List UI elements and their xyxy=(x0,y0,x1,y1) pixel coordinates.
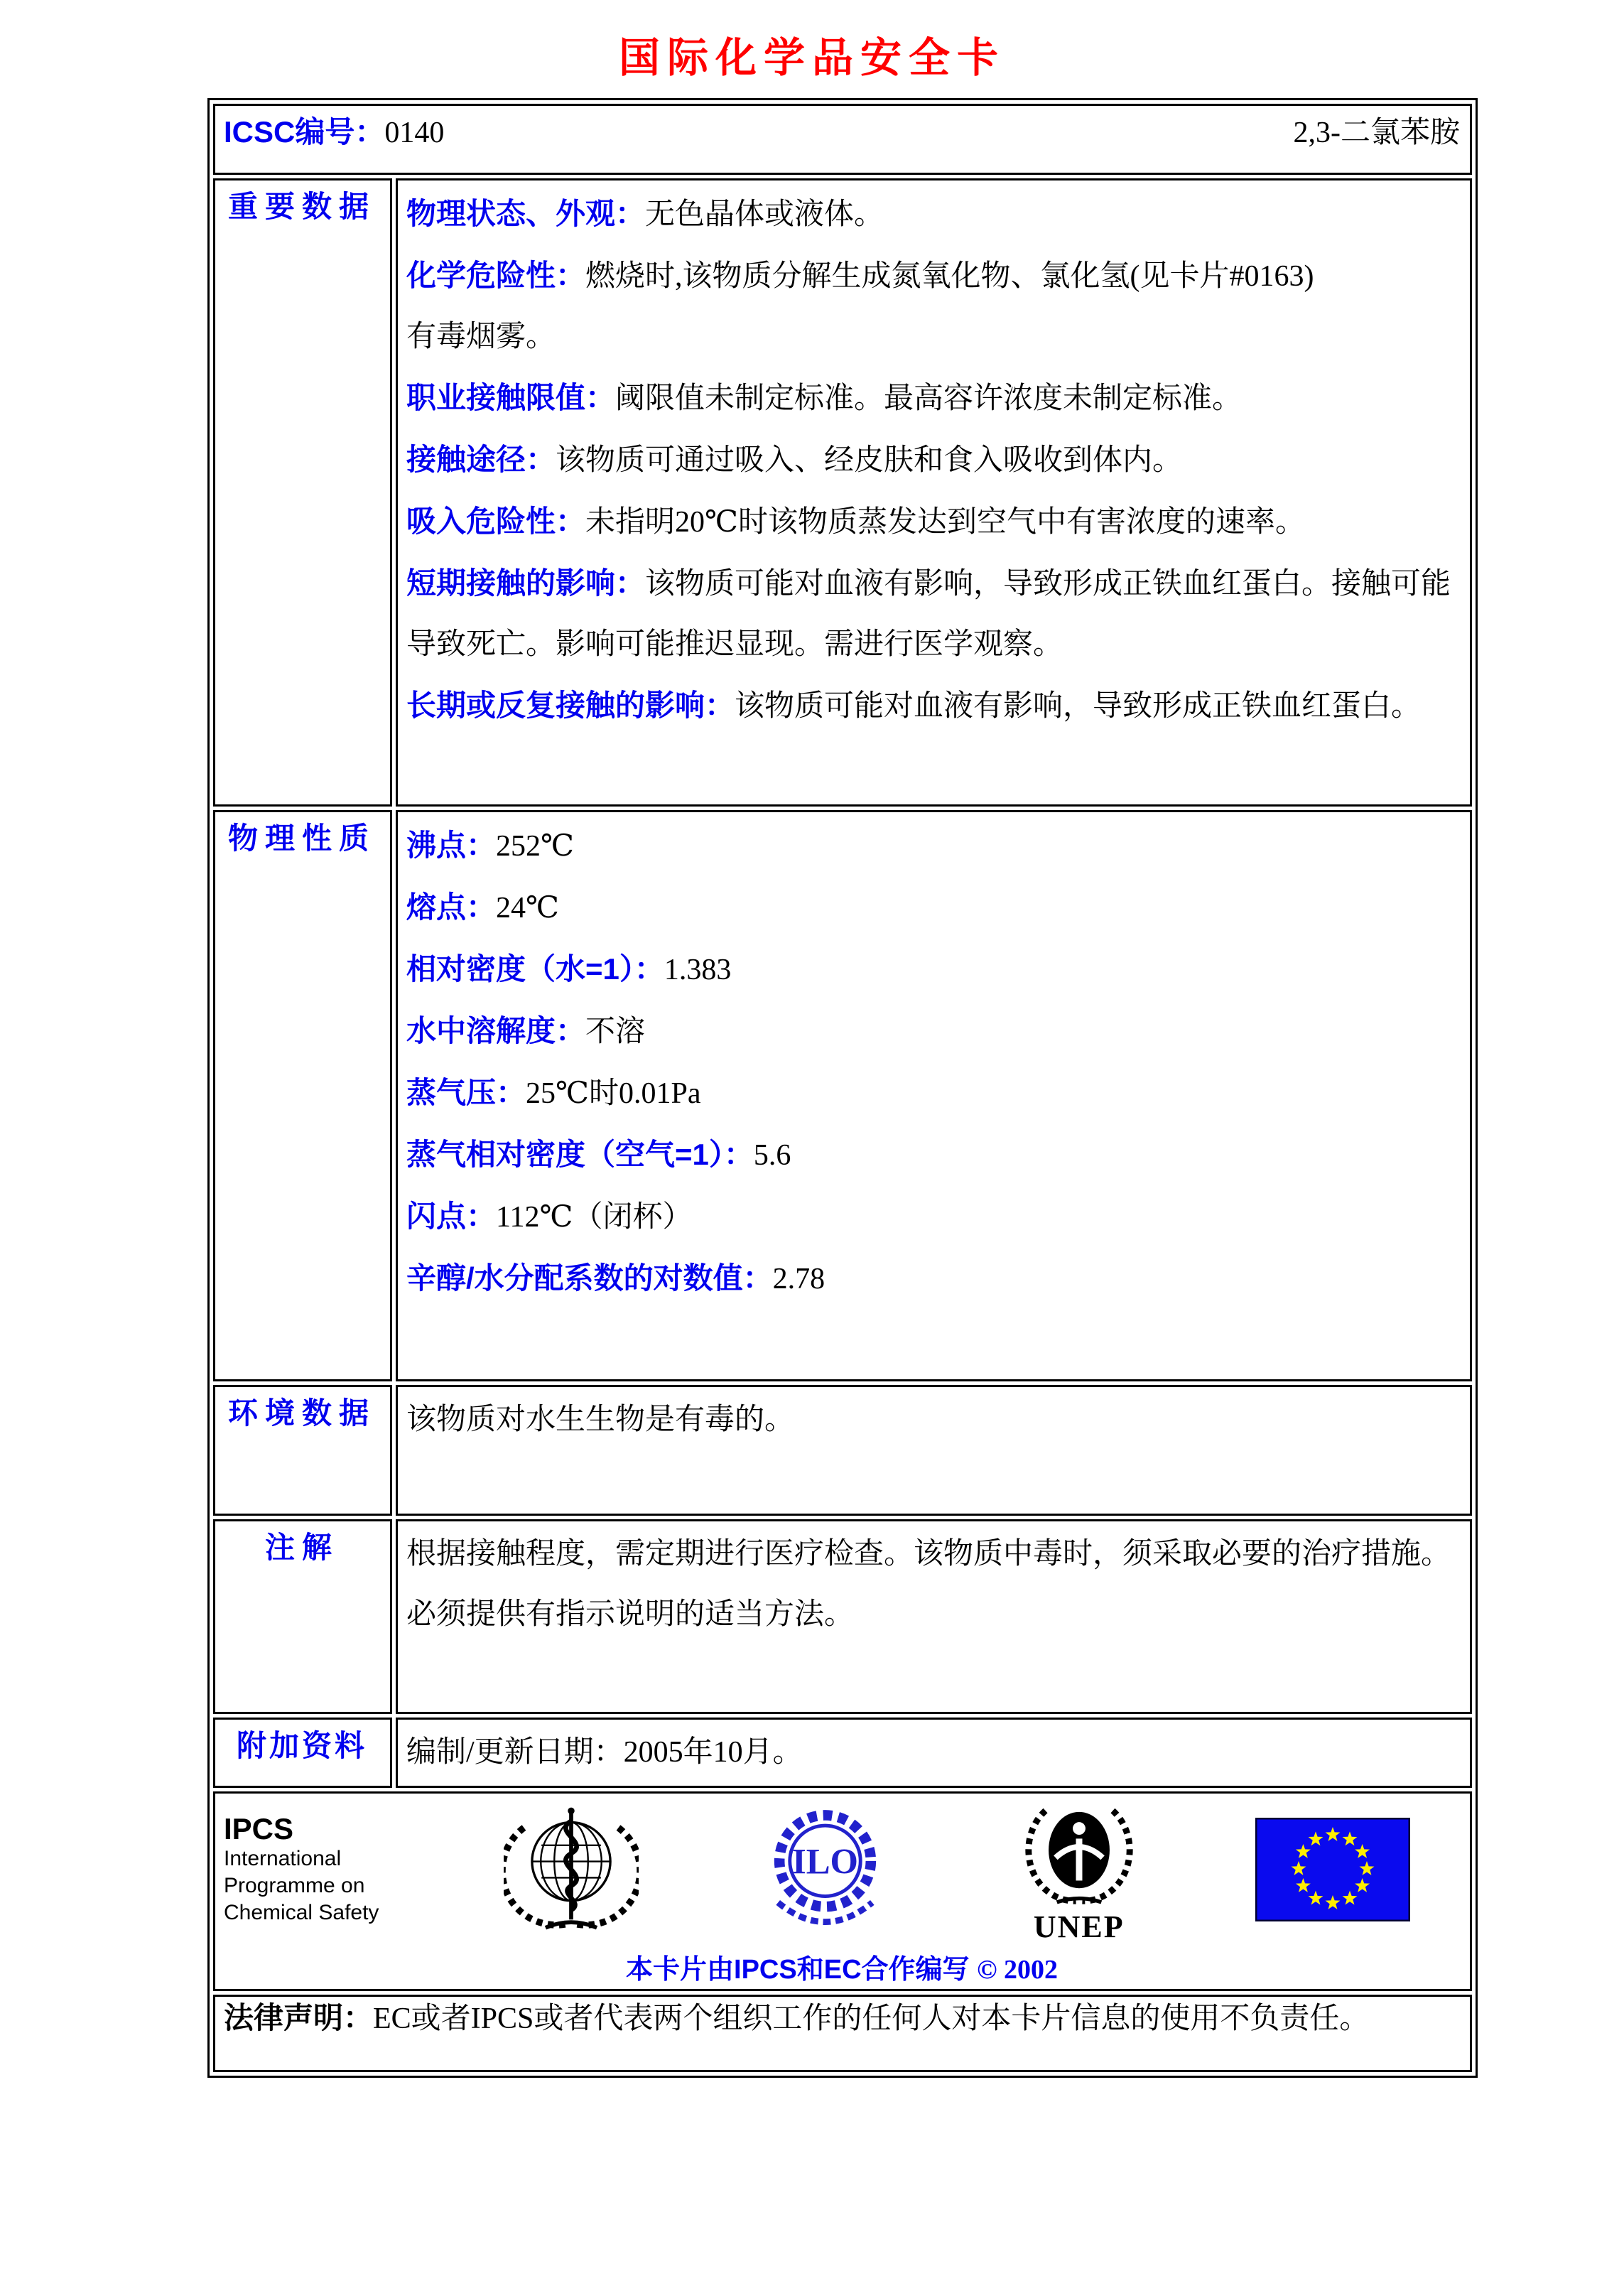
section-label-additional-info: 附加资料 xyxy=(213,1718,392,1788)
flash-point-line: 闪点：112℃（闭杯） xyxy=(406,1199,693,1234)
environmental-data-row xyxy=(213,1385,1472,1516)
important-data-row xyxy=(213,178,1472,807)
ipcs-acronym: IPCS xyxy=(224,1811,294,1845)
section-label-environmental-data: 环境数据 xyxy=(213,1385,392,1516)
physical-properties-content xyxy=(396,810,1472,1381)
page-title: 国际化学品安全卡 xyxy=(618,33,1005,82)
unep-label: UNEP xyxy=(1033,1909,1125,1944)
update-date-text: 编制/更新日期：2005年10月。 xyxy=(406,1736,803,1769)
notes-content xyxy=(396,1519,1472,1714)
vapor-density-line: 蒸气相对密度（空气=1）：5.6 xyxy=(406,1138,791,1172)
vapor-pressure-line: 蒸气压：25℃时0.01Pa xyxy=(406,1076,701,1110)
environmental-data-text: 该物质对水生生物是有毒的。 xyxy=(406,1403,795,1436)
legal-row xyxy=(213,1995,1472,2072)
inhalation-risk-line: 吸入危险性：未指明20℃时该物质蒸发达到空气中有害浓度的速率。 xyxy=(406,505,1306,539)
icsc-number xyxy=(224,109,444,151)
environmental-data-content xyxy=(396,1385,1472,1516)
chemical-name: 2,3-二氯苯胺 xyxy=(1293,117,1460,149)
copyright: © 2002 xyxy=(977,1955,1058,1985)
icsc-number-label: ICSC编号： xyxy=(224,115,385,149)
header-cell xyxy=(213,104,1472,175)
water-solubility-line: 水中溶解度：不溶 xyxy=(406,1014,646,1048)
boiling-point-line: 沸点：252℃ xyxy=(406,829,574,863)
occupational-limit-line: 职业接触限值：阈限值未制定标准。最高容许浓度未制定标准。 xyxy=(406,381,1243,415)
footer-caption: 本卡片由IPCS和EC合作编写 © 2002 xyxy=(626,1955,1058,1985)
legal-text: EC或者IPCS或者代表两个组织工作的任何人对本卡片信息的使用不负责任。 xyxy=(373,2002,1370,2035)
eu-flag-icon xyxy=(1206,1818,1461,1921)
legal-cell xyxy=(213,1995,1472,2072)
section-label-physical-properties: 物理性质 xyxy=(213,810,392,1381)
logos-cell xyxy=(213,1791,1472,1991)
physical-properties-row xyxy=(213,810,1472,1381)
additional-info-row xyxy=(213,1718,1472,1788)
icsc-card-table xyxy=(207,98,1478,2078)
chemical-danger-line: 化学危险性：燃烧时,该物质分解生成氮氧化物、氯化氢(见卡片#0163) 有毒烟雾。 xyxy=(406,259,1314,353)
ipcs-text-block: IPCS International Programme on Chemical Safety xyxy=(224,1813,444,1926)
unep-logo-icon xyxy=(952,1796,1206,1943)
logos-row xyxy=(213,1791,1472,1991)
exposure-route-line: 接触途径：该物质可通过吸入、经皮肤和食入吸收到体内。 xyxy=(406,443,1183,477)
additional-info-content xyxy=(396,1718,1472,1788)
long-term-effect-line: 长期或反复接触的影响：该物质可能对血液有影响，导致形成正铁血红蛋白。 xyxy=(406,689,1422,723)
section-label-important-data: 重要数据 xyxy=(213,178,392,807)
svg-text:ILO: ILO xyxy=(791,1840,858,1881)
short-term-effect-line: 短期接触的影响：该物质可能对血液有影响，导致形成正铁血红蛋白。接触可能导致死亡。影响可能推迟显现。需进行医学观察。 xyxy=(406,566,1451,661)
physical-state-line: 物理状态、外观：无色晶体或液体。 xyxy=(406,197,884,231)
icsc-number-value: 0140 xyxy=(384,117,445,149)
relative-density-line: 相对密度（水=1）：1.383 xyxy=(406,952,732,986)
partition-coefficient-line: 辛醇/水分配系数的对数值：2.78 xyxy=(406,1261,825,1295)
important-data-content xyxy=(396,178,1472,807)
header-row xyxy=(213,104,1472,175)
section-label-notes: 注解 xyxy=(213,1519,392,1714)
notes-text: 根据接触程度，需定期进行医疗检查。该物质中毒时，须采取必要的治疗措施。必须提供有指示说明的适当方法。 xyxy=(406,1538,1451,1631)
notes-row xyxy=(213,1519,1472,1714)
ilo-logo-icon xyxy=(698,1797,953,1943)
melting-point-line: 熔点：24℃ xyxy=(406,890,559,924)
who-logo-icon xyxy=(444,1802,698,1937)
legal-label: 法律声明： xyxy=(224,2001,374,2034)
